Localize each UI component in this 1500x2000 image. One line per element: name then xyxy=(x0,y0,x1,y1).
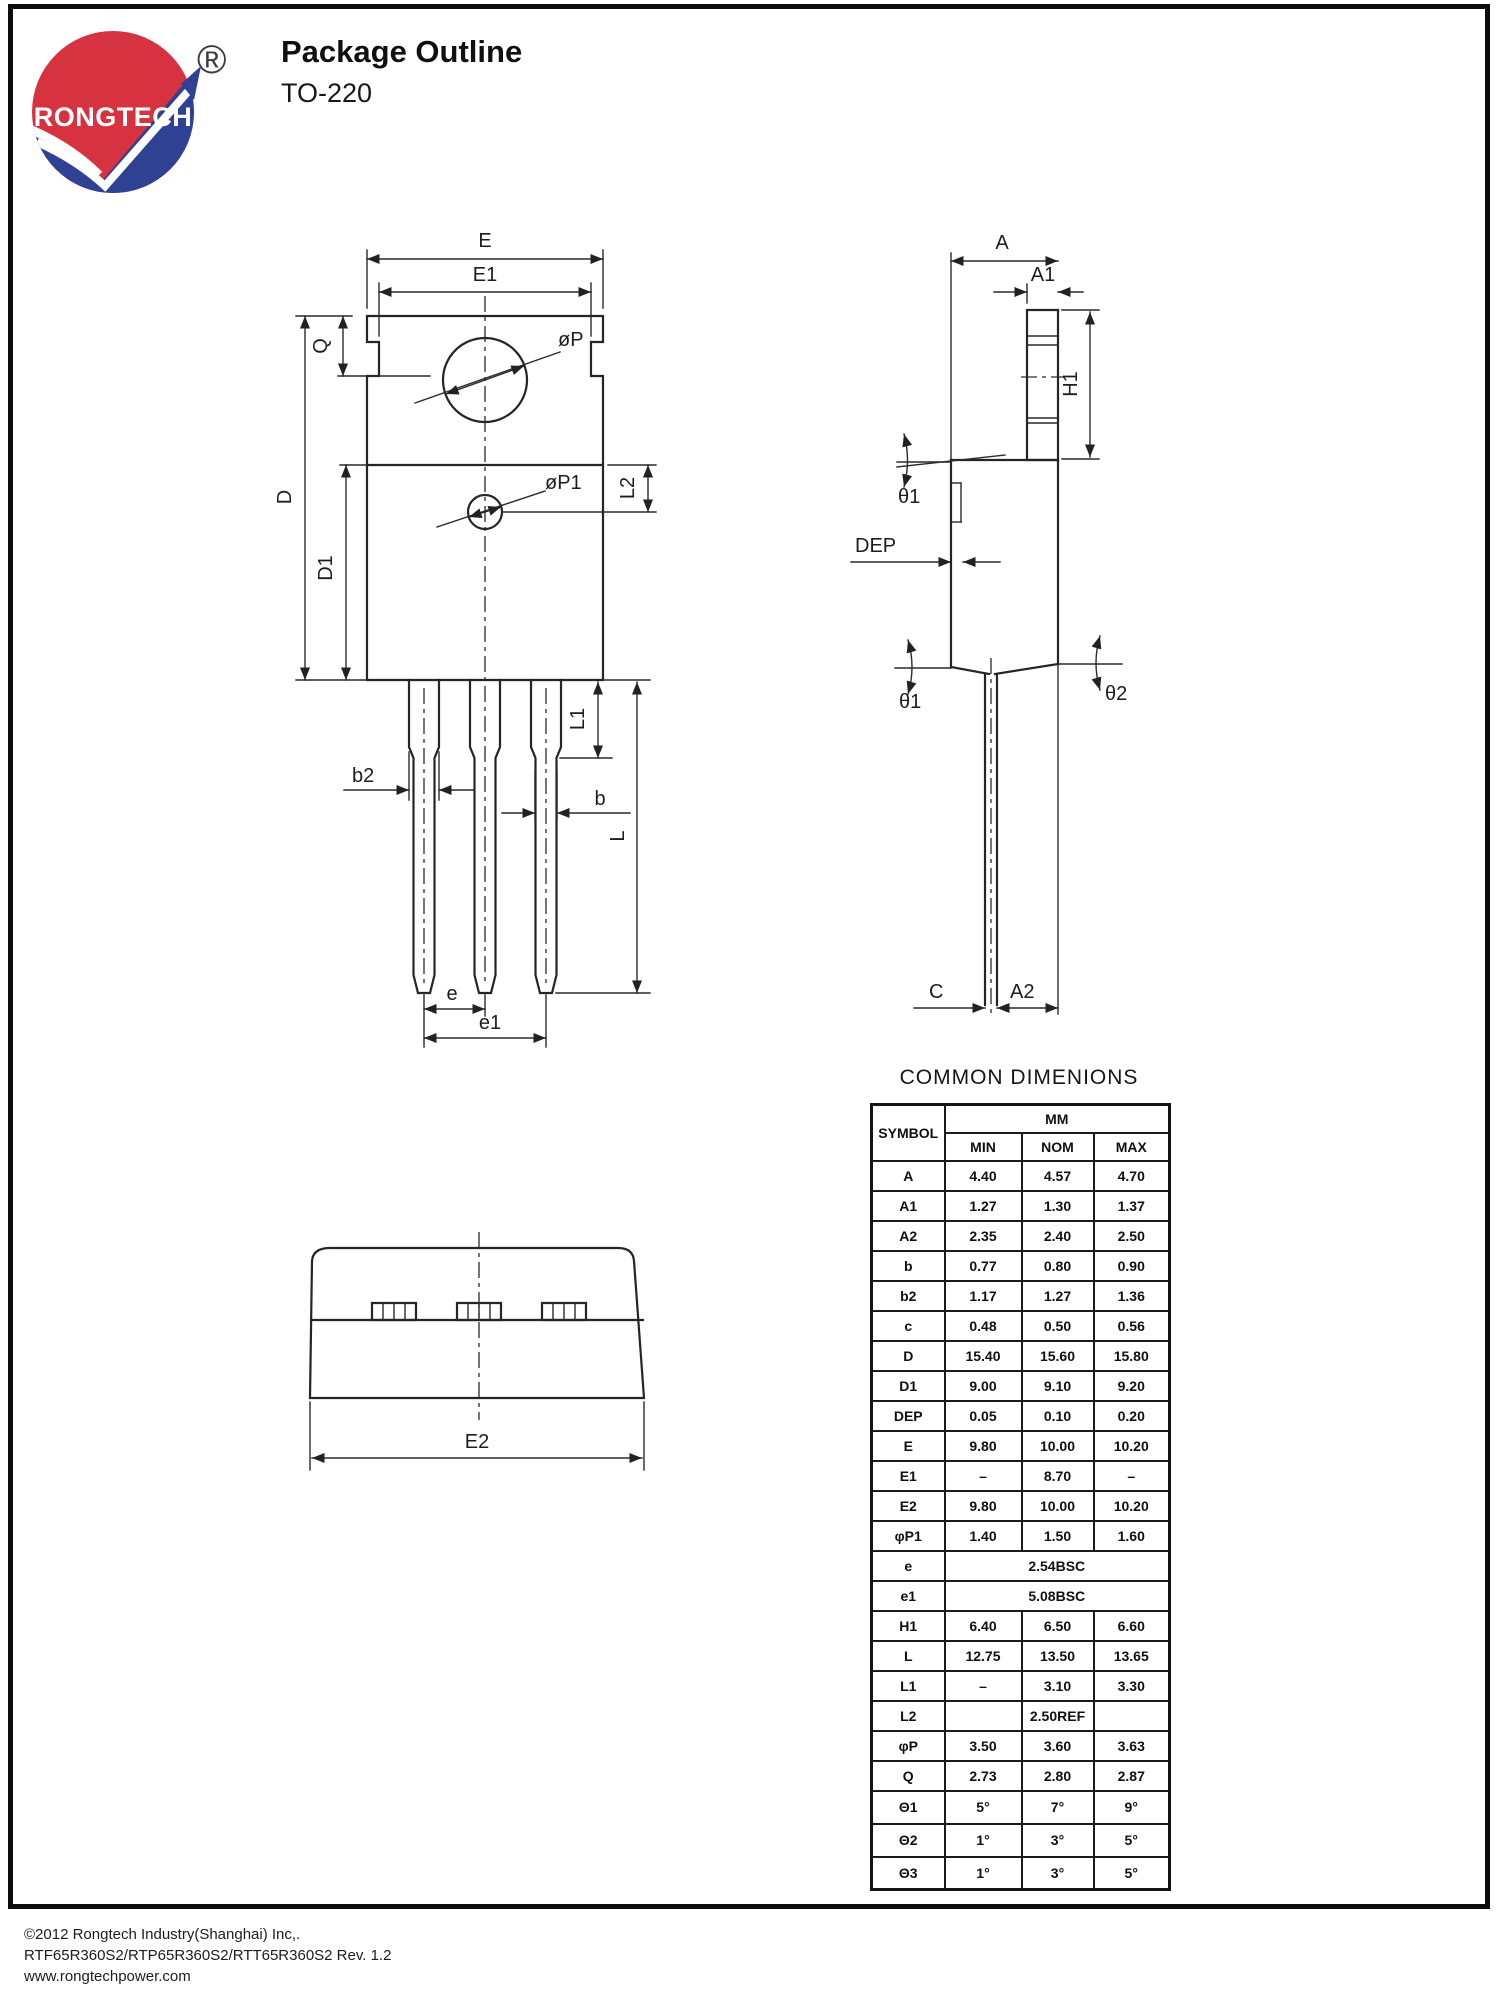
cell-symbol: e xyxy=(872,1551,945,1581)
table-row xyxy=(872,1521,1170,1551)
cell-min: 2.73 xyxy=(945,1761,1022,1791)
cell-nom: 1.50 xyxy=(1022,1521,1094,1551)
cell-min: 9.00 xyxy=(945,1371,1022,1401)
page-footer xyxy=(24,1924,391,1987)
cell-max: 3.63 xyxy=(1094,1731,1170,1761)
header-nom: NOM xyxy=(1022,1133,1094,1161)
cell-max: 15.80 xyxy=(1094,1341,1170,1371)
dim-label-phiP: øP xyxy=(558,329,584,351)
dim-label-theta2: θ2 xyxy=(1105,683,1128,705)
table-row xyxy=(872,1341,1170,1371)
cell-min: 0.77 xyxy=(945,1251,1022,1281)
logo-text: RONGTECH xyxy=(33,102,193,132)
cell-nom: 2.80 xyxy=(1022,1761,1094,1791)
table-row xyxy=(872,1671,1170,1701)
table-row xyxy=(872,1221,1170,1251)
cell-max: 9.20 xyxy=(1094,1371,1170,1401)
cell-min: – xyxy=(945,1671,1022,1701)
header-symbol: SYMBOL xyxy=(872,1105,945,1161)
cell-min: 1.17 xyxy=(945,1281,1022,1311)
cell-max: 2.50 xyxy=(1094,1221,1170,1251)
cell-min: 2.35 xyxy=(945,1221,1022,1251)
cell-nom: 2.50REF xyxy=(1022,1701,1094,1731)
cell-min: 12.75 xyxy=(945,1641,1022,1671)
cell-max: 4.70 xyxy=(1094,1161,1170,1191)
cell-nom: 15.60 xyxy=(1022,1341,1094,1371)
table-row xyxy=(872,1761,1170,1791)
dim-label-theta1-bottom: θ1 xyxy=(899,691,922,713)
cell-max: 5° xyxy=(1094,1824,1170,1857)
header-unit: MM xyxy=(945,1105,1170,1133)
dim-label-e: e xyxy=(446,983,458,1005)
dim-label-A1: A1 xyxy=(1030,264,1056,286)
cell-nom: 1.30 xyxy=(1022,1191,1094,1221)
cell-max: 1.37 xyxy=(1094,1191,1170,1221)
cell-min: 9.80 xyxy=(945,1491,1022,1521)
cell-nom: 3° xyxy=(1022,1857,1094,1890)
cell-nom: 3.60 xyxy=(1022,1731,1094,1761)
cell-symbol: DEP xyxy=(872,1401,945,1431)
cell-min: – xyxy=(945,1461,1022,1491)
cell-min: 1.27 xyxy=(945,1191,1022,1221)
dim-label-H1: H1 xyxy=(1060,371,1082,397)
cell-max: 0.20 xyxy=(1094,1401,1170,1431)
cell-nom: 13.50 xyxy=(1022,1641,1094,1671)
cell-symbol: E xyxy=(872,1431,945,1461)
cell-min xyxy=(945,1701,1022,1731)
table-row xyxy=(872,1491,1170,1521)
table-title: COMMON DIMENIONS xyxy=(899,1066,1139,1089)
cell-min: 1° xyxy=(945,1824,1022,1857)
table-row xyxy=(872,1431,1170,1461)
dim-label-A: A xyxy=(995,232,1009,254)
page-title: Package Outline xyxy=(281,34,523,69)
cell-nom: 4.57 xyxy=(1022,1161,1094,1191)
cell-max xyxy=(1094,1701,1170,1731)
dim-label-DEP: DEP xyxy=(855,535,897,557)
cell-nom: 3° xyxy=(1022,1824,1094,1857)
dim-label-phiP1: øP1 xyxy=(545,472,582,494)
cell-nom: 3.10 xyxy=(1022,1671,1094,1701)
dim-label-Q: Q xyxy=(310,338,332,354)
table-row xyxy=(872,1581,1170,1611)
cell-max: 1.60 xyxy=(1094,1521,1170,1551)
cell-symbol: Q xyxy=(872,1761,945,1791)
dimensions-table xyxy=(870,1103,1171,1891)
cell-max: 6.60 xyxy=(1094,1611,1170,1641)
cell-symbol: φP1 xyxy=(872,1521,945,1551)
table-row xyxy=(872,1401,1170,1431)
dim-label-D1: D1 xyxy=(315,555,337,581)
footer-copyright: ©2012 Rongtech Industry(Shanghai) Inc,. xyxy=(24,1926,301,1943)
cell-max: 13.65 xyxy=(1094,1641,1170,1671)
table-row xyxy=(872,1611,1170,1641)
table-row xyxy=(872,1857,1170,1890)
dim-label-E1: E1 xyxy=(472,264,498,286)
cell-max: 9° xyxy=(1094,1791,1170,1824)
dim-label-E2: E2 xyxy=(464,1431,490,1453)
cell-max: – xyxy=(1094,1461,1170,1491)
cell-nom: 0.50 xyxy=(1022,1311,1094,1341)
dim-label-b2: b2 xyxy=(352,765,375,787)
cell-symbol: L xyxy=(872,1641,945,1671)
header-min: MIN xyxy=(945,1133,1022,1161)
cell-min: 6.40 xyxy=(945,1611,1022,1641)
dim-label-L2: L2 xyxy=(617,476,639,500)
cell-nom: 0.10 xyxy=(1022,1401,1094,1431)
cell-max: 10.20 xyxy=(1094,1431,1170,1461)
cell-max: 3.30 xyxy=(1094,1671,1170,1701)
page-border-frame xyxy=(8,4,1490,1909)
dim-label-e1: e1 xyxy=(478,1012,502,1034)
cell-nom: 7° xyxy=(1022,1791,1094,1824)
cell-min: 5° xyxy=(945,1791,1022,1824)
cell-min: 4.40 xyxy=(945,1161,1022,1191)
cell-span-value: 5.08BSC xyxy=(945,1581,1170,1611)
cell-min: 1° xyxy=(945,1857,1022,1890)
cell-max: 10.20 xyxy=(1094,1491,1170,1521)
cell-symbol: E1 xyxy=(872,1461,945,1491)
cell-symbol: L2 xyxy=(872,1701,945,1731)
cell-symbol: c xyxy=(872,1311,945,1341)
table-row xyxy=(872,1281,1170,1311)
cell-symbol: A xyxy=(872,1161,945,1191)
cell-symbol: Θ2 xyxy=(872,1824,945,1857)
table-row xyxy=(872,1371,1170,1401)
cell-max: 0.56 xyxy=(1094,1311,1170,1341)
table-row xyxy=(872,1791,1170,1824)
dim-label-L1: L1 xyxy=(567,707,589,731)
table-row xyxy=(872,1161,1170,1191)
dim-label-L: L xyxy=(607,830,629,842)
cell-symbol: φP xyxy=(872,1731,945,1761)
dim-label-theta1-top: θ1 xyxy=(898,486,921,508)
cell-nom: 6.50 xyxy=(1022,1611,1094,1641)
table-row xyxy=(872,1551,1170,1581)
cell-symbol: Θ3 xyxy=(872,1857,945,1890)
cell-symbol: A2 xyxy=(872,1221,945,1251)
table-row xyxy=(872,1251,1170,1281)
cell-max: 0.90 xyxy=(1094,1251,1170,1281)
cell-min: 15.40 xyxy=(945,1341,1022,1371)
company-logo xyxy=(25,28,255,208)
table-row xyxy=(872,1731,1170,1761)
table-row xyxy=(872,1191,1170,1221)
cell-nom: 9.10 xyxy=(1022,1371,1094,1401)
cell-symbol: D1 xyxy=(872,1371,945,1401)
table-row xyxy=(872,1701,1170,1731)
dim-label-C: C xyxy=(929,981,944,1003)
registered-trademark-icon: ® xyxy=(197,38,227,82)
dim-label-D: D xyxy=(274,489,296,505)
cell-symbol: E2 xyxy=(872,1491,945,1521)
cell-nom: 1.27 xyxy=(1022,1281,1094,1311)
table-row xyxy=(872,1461,1170,1491)
cell-nom: 8.70 xyxy=(1022,1461,1094,1491)
cell-symbol: H1 xyxy=(872,1611,945,1641)
package-name: TO-220 xyxy=(281,78,373,108)
cell-min: 3.50 xyxy=(945,1731,1022,1761)
cell-max: 1.36 xyxy=(1094,1281,1170,1311)
dim-label-A2: A2 xyxy=(1010,981,1035,1003)
cell-min: 0.48 xyxy=(945,1311,1022,1341)
dim-label-b: b xyxy=(594,788,606,810)
cell-nom: 10.00 xyxy=(1022,1491,1094,1521)
cell-symbol: b2 xyxy=(872,1281,945,1311)
footer-part-numbers: RTF65R360S2/RTP65R360S2/RTT65R360S2 Rev. 1.2 xyxy=(24,1947,392,1964)
cell-min: 9.80 xyxy=(945,1431,1022,1461)
cell-min: 1.40 xyxy=(945,1521,1022,1551)
cell-nom: 2.40 xyxy=(1022,1221,1094,1251)
cell-max: 2.87 xyxy=(1094,1761,1170,1791)
cell-min: 0.05 xyxy=(945,1401,1022,1431)
cell-symbol: e1 xyxy=(872,1581,945,1611)
cell-symbol: A1 xyxy=(872,1191,945,1221)
cell-symbol: L1 xyxy=(872,1671,945,1701)
table-header-row-1 xyxy=(872,1105,1170,1133)
cell-span-value: 2.54BSC xyxy=(945,1551,1170,1581)
cell-symbol: b xyxy=(872,1251,945,1281)
header-max: MAX xyxy=(1094,1133,1170,1161)
table-row xyxy=(872,1824,1170,1857)
cell-symbol: Θ1 xyxy=(872,1791,945,1824)
dim-label-E: E xyxy=(478,230,492,252)
cell-nom: 0.80 xyxy=(1022,1251,1094,1281)
footer-website: www.rongtechpower.com xyxy=(24,1968,191,1985)
table-row xyxy=(872,1311,1170,1341)
cell-symbol: D xyxy=(872,1341,945,1371)
cell-nom: 10.00 xyxy=(1022,1431,1094,1461)
cell-max: 5° xyxy=(1094,1857,1170,1890)
table-row xyxy=(872,1641,1170,1671)
